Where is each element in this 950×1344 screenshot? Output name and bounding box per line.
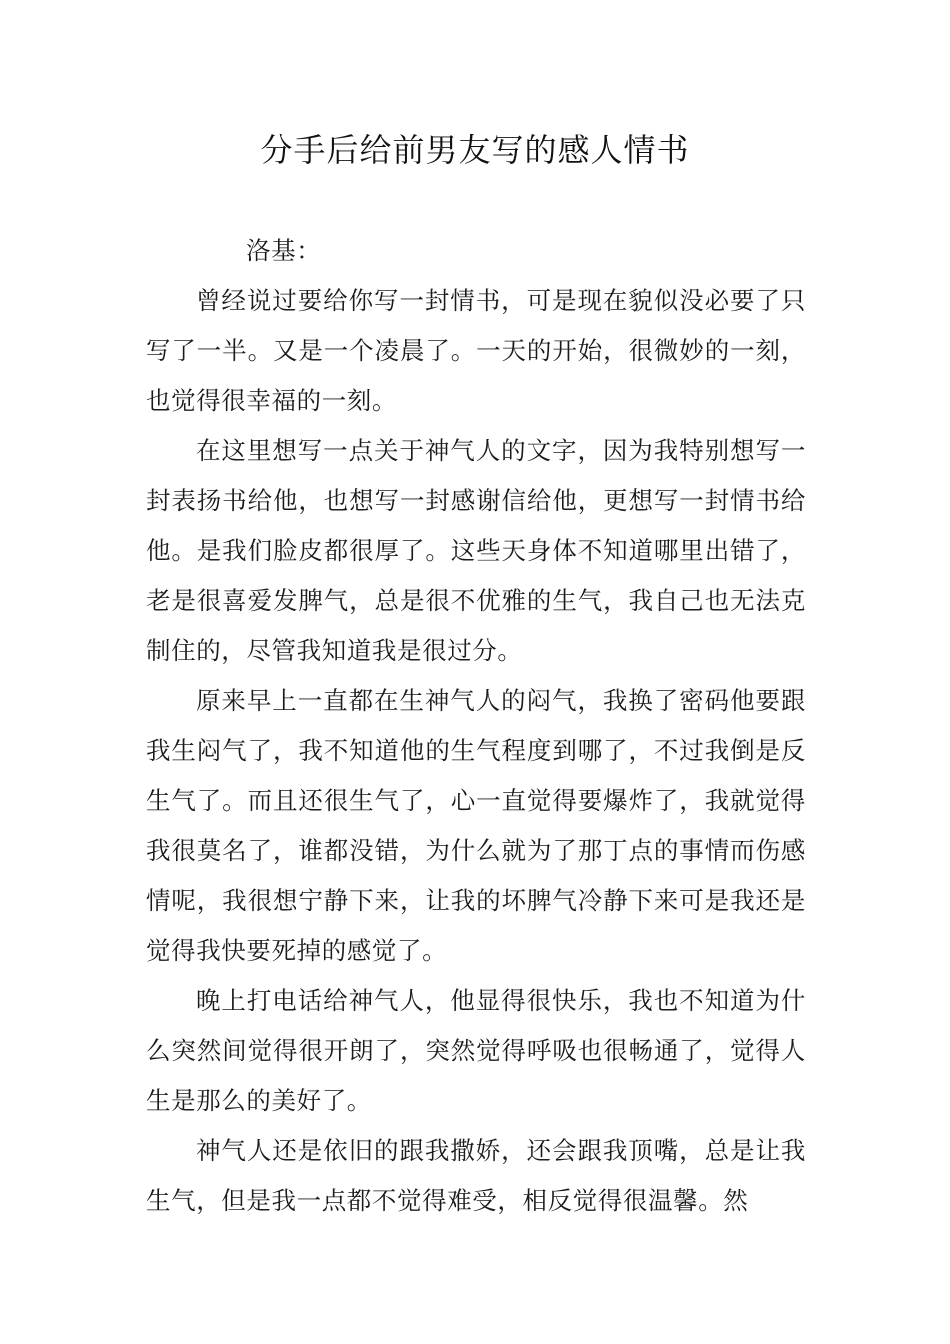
letter-body — [146, 226, 806, 1226]
paragraph-2: 在这里想写一点关于神气人的文字，因为我特别想写一封表扬书给他，也想写一封感谢信给他，更想写一封情书给他。是我们脸皮都很厚了。这些天身体不知道哪里出错了，老是很喜爱发脾气，总是很不优雅的生气，我自己也无法克制住的，尽管我知道我是很过分。 — [146, 436, 806, 665]
paragraph-3: 原来早上一直都在生神气人的闷气，我换了密码他要跟我生闷气了，我不知道他的生气程度到哪了，不过我倒是反生气了。而且还很生气了，心一直觉得要爆炸了，我就觉得我很莫名了，谁都没错，为什么就为了那丁点的事情而伤感情呢，我很想宁静下来，让我的坏脾气冷静下来可是我还是觉得我快要死掉的感觉了。 — [146, 686, 806, 965]
paragraph-1: 曾经说过要给你写一封情书，可是现在貌似没必要了只写了一半。又是一个凌晨了。一天的开始，很微妙的一刻，也觉得很幸福的一刻。 — [146, 286, 806, 415]
paragraph-5: 神气人还是依旧的跟我撒娇，还会跟我顶嘴，总是让我生气，但是我一点都不觉得难受，相反觉得很温馨。然 — [146, 1136, 806, 1215]
document-title: 分手后给前男友写的感人情书 — [260, 131, 690, 169]
salutation: 洛基： — [246, 236, 322, 265]
paragraph-4: 晚上打电话给神气人，他显得很快乐，我也不知道为什么突然间觉得很开朗了，突然觉得呼吸也很畅通了，觉得人生是那么的美好了。 — [146, 986, 806, 1115]
